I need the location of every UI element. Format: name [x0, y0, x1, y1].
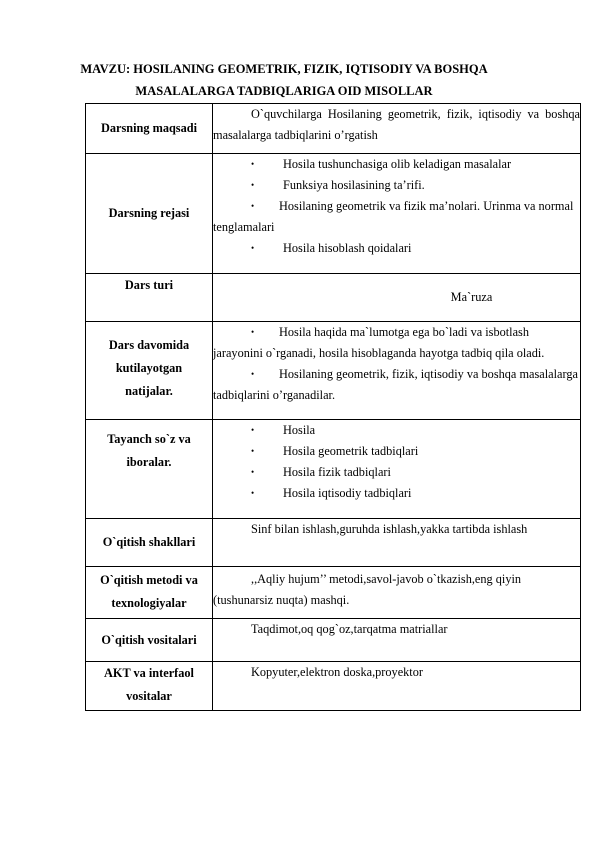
bullet-icon: • [251, 369, 255, 379]
label-shakllari: O`qitish shakllari [86, 519, 213, 567]
reja-item: • Funksiya hosilasining ta’rifi. [213, 175, 580, 196]
bullet-icon: • [251, 201, 255, 211]
tayanch-item: • Hosila fizik tadbiqlari [213, 462, 580, 483]
row-vositalari [86, 619, 581, 662]
value-tayanch [213, 420, 581, 519]
bullet-icon: • [251, 467, 255, 477]
tayanch-item: • Hosila geometrik tadbiqlari [213, 441, 580, 462]
reja-item-wrapped: • Hosilaning geometrik va fizik ma’nolari. Urinma va normal tenglamalari [213, 196, 580, 238]
label-reja: Darsning rejasi [86, 154, 213, 274]
tayanch-item: • Hosila [213, 420, 580, 441]
label-maqsad: Darsning maqsadi [86, 104, 213, 154]
natija-item: • Hosila haqida ma`lumotga ega bo`ladi va isbotlash jarayonini o`rganadi, hosila hisoblaganda hayotga tadbiq qila oladi. [213, 322, 580, 364]
bullet-icon: • [251, 327, 255, 337]
maqsad-text: O`quvchilarga Hosilaning geometrik, fizik, iqtisodiy va boshqa masalalarga tadbiqlarini o’rgatish [213, 107, 580, 142]
row-metodi [86, 567, 581, 619]
value-akt: Kopyuter,elektron doska,proyektor [213, 662, 581, 711]
title-line-1: MAVZU: HOSILANING GEOMETRIK, FIZIK, IQTISODIY VA BOSHQA [80, 62, 488, 76]
label-turi: Dars turi [86, 274, 213, 322]
value-natijalar [213, 322, 581, 420]
row-reja [86, 154, 581, 274]
row-akt [86, 662, 581, 711]
label-vositalari: O`qitish vositalari [86, 619, 213, 662]
label-natijalar: Dars davomida kutilayotgan natijalar. [86, 322, 213, 420]
row-natijalar [86, 322, 581, 420]
bullet-icon: • [251, 243, 255, 253]
value-metodi: ,,Aqliy hujum’’ metodi,savol-javob o`tkazish,eng qiyin (tushunarsiz nuqta) mashqi. [213, 567, 581, 619]
bullet-icon: • [251, 159, 255, 169]
tayanch-item: • Hosila iqtisodiy tadbiqlari [213, 483, 580, 504]
label-tayanch: Tayanch so`z va iboralar. [86, 420, 213, 519]
title-line-2: MASALALARGA TADBIQLARIGA OID MISOLLAR [135, 84, 433, 98]
reja-item: • Hosila hisoblash qoidalari [213, 238, 580, 259]
value-reja [213, 154, 581, 274]
row-maqsad [86, 104, 581, 154]
value-shakllari: Sinf bilan ishlash,guruhda ishlash,yakka tartibda ishlash [213, 519, 581, 567]
reja-item: • Hosila tushunchasiga olib keladigan masalalar [213, 154, 580, 175]
lesson-plan-table [85, 103, 581, 711]
row-turi [86, 274, 581, 322]
label-akt: AKT va interfaol vositalar [86, 662, 213, 711]
value-maqsad [213, 104, 581, 154]
value-turi: Ma`ruza [213, 274, 581, 322]
natija-item: • Hosilaning geometrik, fizik, iqtisodiy va boshqa masalalarga tadbiqlarini o’rganadilar. [213, 364, 580, 406]
bullet-icon: • [251, 446, 255, 456]
row-tayanch [86, 420, 581, 519]
label-metodi: O`qitish metodi va texnologiyalar [86, 567, 213, 619]
row-shakllari [86, 519, 581, 567]
bullet-icon: • [251, 180, 255, 190]
bullet-icon: • [251, 488, 255, 498]
bullet-icon: • [251, 425, 255, 435]
value-vositalari: Taqdimot,oq qog`oz,tarqatma matriallar [213, 619, 581, 662]
document-title [0, 58, 596, 102]
